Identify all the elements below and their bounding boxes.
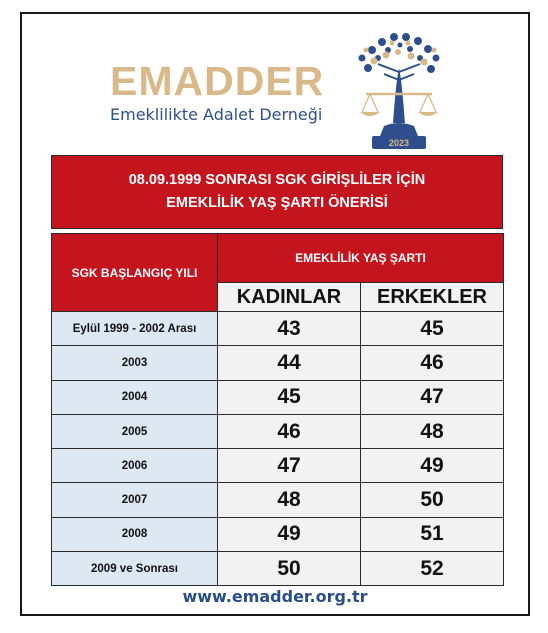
- row-women-age: 45: [218, 380, 361, 414]
- infographic-frame: [20, 12, 530, 616]
- row-women-age: 46: [218, 414, 361, 448]
- justice-tree-emblem-icon: [348, 28, 450, 156]
- row-women-age: 49: [218, 517, 361, 551]
- row-women-age: 44: [218, 346, 361, 380]
- table-row: [52, 483, 504, 517]
- table-row: [52, 312, 504, 346]
- footer-website-link[interactable]: www.emadder.org.tr: [182, 587, 368, 606]
- table-row: [52, 346, 504, 380]
- row-men-age: 48: [361, 414, 504, 448]
- row-women-age: 47: [218, 449, 361, 483]
- title-line-1: 08.09.1999 SONRASI SGK GİRİŞLİLER İÇİN: [128, 172, 426, 188]
- row-men-age: 52: [361, 552, 504, 586]
- table-row: [52, 552, 504, 586]
- row-men-age: 45: [361, 312, 504, 346]
- row-year: 2007: [52, 483, 218, 517]
- row-year: 2006: [52, 449, 218, 483]
- table-row: [52, 380, 504, 414]
- table-row: [52, 449, 504, 483]
- emblem-year: 2023: [388, 138, 410, 148]
- row-women-age: 48: [218, 483, 361, 517]
- table-row: [52, 414, 504, 448]
- logo-wordmark: EMADDER: [110, 58, 325, 104]
- row-women-age: 50: [218, 552, 361, 586]
- row-women-age: 43: [218, 312, 361, 346]
- title-line-2: EMEKLİLİK YAŞ ŞARTI ÖNERİSİ: [166, 195, 388, 211]
- row-year: 2005: [52, 414, 218, 448]
- header-start-year: SGK BAŞLANGIÇ YILI: [52, 234, 218, 312]
- row-year: 2004: [52, 380, 218, 414]
- row-men-age: 47: [361, 380, 504, 414]
- header-women: KADINLAR: [218, 283, 361, 312]
- row-year: 2009 ve Sonrası: [52, 552, 218, 586]
- logo-subtitle: Emeklilikte Adalet Derneği: [110, 105, 323, 124]
- header-men: ERKEKLER: [361, 283, 504, 312]
- retirement-age-table: [51, 233, 504, 586]
- table-row: [52, 517, 504, 551]
- row-men-age: 49: [361, 449, 504, 483]
- header-age-requirement: EMEKLİLİK YAŞ ŞARTI: [218, 234, 504, 283]
- title-banner: [51, 155, 503, 229]
- row-men-age: 46: [361, 346, 504, 380]
- row-men-age: 50: [361, 483, 504, 517]
- row-year: 2008: [52, 517, 218, 551]
- row-year: 2003: [52, 346, 218, 380]
- row-men-age: 51: [361, 517, 504, 551]
- row-year: Eylül 1999 - 2002 Arası: [52, 312, 218, 346]
